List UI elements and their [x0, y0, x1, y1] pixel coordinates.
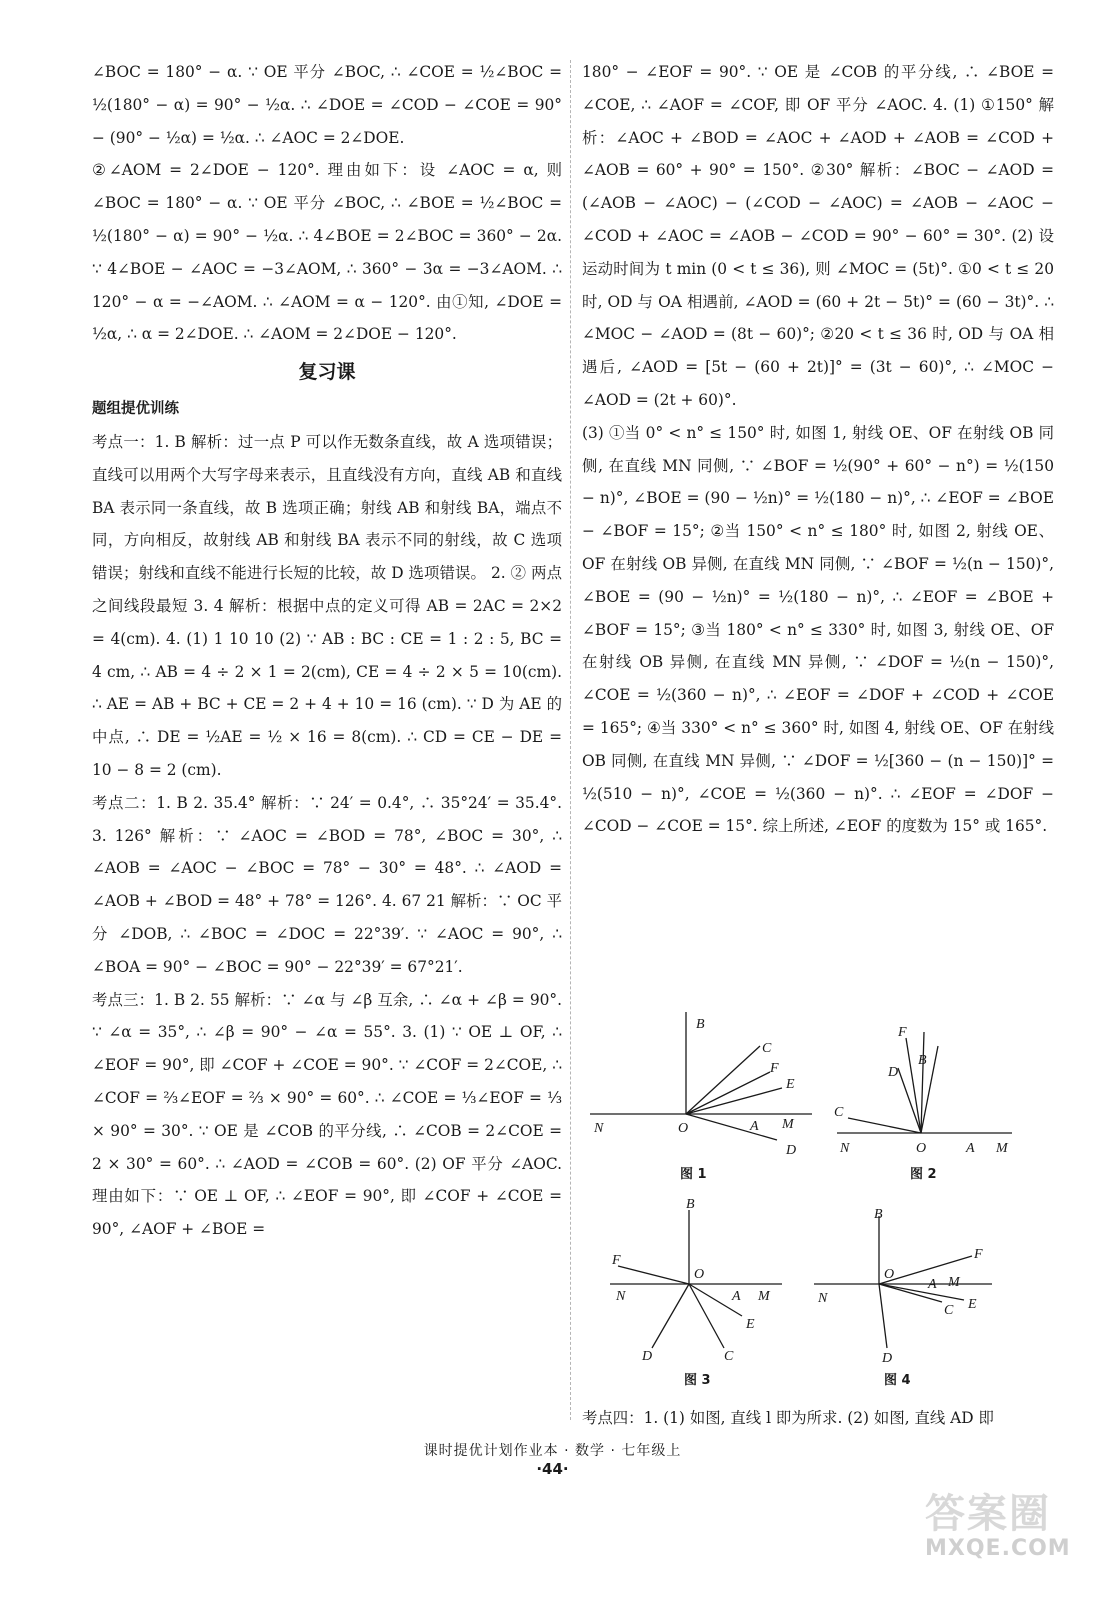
fig4-label-f: F [974, 1247, 983, 1262]
fig2-label-m: M [996, 1141, 1008, 1156]
fig4-ray-od [879, 1284, 887, 1348]
fig1-label-b: B [696, 1017, 705, 1032]
fig1-label-d: D [786, 1143, 797, 1158]
fig3-label-f: F [612, 1253, 621, 1268]
fig1-label-a: A [750, 1119, 759, 1134]
fig3-caption: 图 3 [684, 1373, 711, 1388]
fig3-label-d: D [642, 1349, 653, 1364]
figure-4 [814, 1216, 992, 1348]
kaodian-1: 考点一：1. B 解析：过一点 P 可以作无数条直线，故 A 选项错误；直线可以用两个大写字母来表示，且直线没有方向，直线 AB 和直线 BA 表示同一条直线，故 B 选项正确；射线 AB 和射线 BA，端点不同，方向相反，故射线 AB 和射线 BA 表示不同的射线，故 C 选项错误；射线和直线不能进行长短的比较，故 D 选项错误。 2. ② 两点之间线段最短 3. 4 解析：根据中点的定义可得 AB = 2AC = 2×2 = 4(cm). 4. (1) 1 10 10 (2) ∵ AB : BC : CE = 1 : 2 : 5, BC = 4 cm, ∴ AB = 4 ÷ 2 × 1 = 2(cm), CE = 4 ÷ 2 × 5 = 10(cm). ∴ AE = AB + BC + CE = 2 + 4 + 10 = 16 (cm). ∵ D 为 AE 的中点, ∴ DE = ½AE = ½ × 16 = 8(cm). ∴ CD = CE − DE = 10 − 8 = 2 (cm). [92, 432, 562, 779]
left-column [92, 56, 562, 1246]
fig1-label-n: N [594, 1121, 604, 1136]
fig3-ray-of [618, 1266, 689, 1284]
fig2-label-b: B [918, 1053, 927, 1068]
fig1-label-m: M [782, 1117, 794, 1132]
fig3-ray-oc [689, 1284, 724, 1348]
fig1-ray-of [686, 1072, 770, 1114]
fig1-ray-od [686, 1114, 777, 1140]
right-column [582, 56, 1054, 843]
subheading: 题组提优训练 [92, 401, 179, 418]
kaodian-2: 考点二：1. B 2. 35.4° 解析：∵ 24′ = 0.4°, ∴ 35°24′ = 35.4°. 3. 126° 解析：∵ ∠AOC = ∠BOD = 78°, ∠BOC = 30°, ∴ ∠AOB = ∠AOC − ∠BOC = 78° − 30° = 48°. ∴ ∠AOD = ∠AOB + ∠BOD = 48° + 78° = 126°. 4. 67 21 解析：∵ OC 平分 ∠DOB, ∴ ∠BOC = ∠DOC = 22°39′. ∵ ∠AOC = 90°, ∴ ∠BOA = 90° − ∠BOC = 90° − 22°39′ = 67°21′. [92, 793, 562, 976]
fig3-label-n: N [616, 1289, 626, 1304]
kaodian-3: 考点三：1. B 2. 55 解析：∵ ∠α 与 ∠β 互余, ∴ ∠α + ∠β = 90°. ∵ ∠α = 35°, ∴ ∠β = 90° − ∠α = 55°. 3. (1) ∵ OE ⊥ OF, ∴ ∠EOF = 90°, 即 ∠COF + ∠COE = 90°. ∵ ∠COF = 2∠COE, ∴ ∠COF = ⅔∠EOF = ⅔ × 90° = 60°. ∴ ∠COE = ⅓∠EOF = ⅓ × 90° = 30°. ∵ OE 是 ∠COB 的平分线, ∴ ∠COB = 2∠COE = 2 × 30° = 60°. ∴ ∠AOD = ∠COB = 60°. (2) OF 平分 ∠AOC. 理由如下：∵ OE ⊥ OF, ∴ ∠EOF = 90°, 即 ∠COF + ∠COE = 90°, ∠AOF + ∠BOE = [92, 990, 562, 1239]
column-divider [570, 60, 571, 1420]
fig3-label-c: C [724, 1349, 734, 1364]
fig4-label-b: B [874, 1207, 883, 1222]
right-paragraph-1: 180° − ∠EOF = 90°. ∵ OE 是 ∠COB 的平分线, ∴ ∠BOE = ∠COE, ∴ ∠AOF = ∠COF, 即 OF 平分 ∠AOC. 4. (1) ①150° 解析：∠AOC + ∠BOD = ∠AOC + ∠AOD + ∠AOB = ∠COD + ∠AOB = 60° + 90° = 150°. ②30° 解析：∠BOC − ∠AOD = (∠AOB − ∠AOC) − (∠COD − ∠AOC) = ∠AOB − ∠AOC − ∠COD + ∠AOC = ∠AOB − ∠COD = 90° − 60° = 30°. (2) 设运动时间为 t min (0 < t ≤ 36), 则 ∠MOC = (5t)°. ①0 < t ≤ 20 时, OD 与 OA 相遇前, ∠AOD = (60 + 2t − 5t)° = (60 − 3t)°. ∴ ∠MOC − ∠AOD = (8t − 60)°; ②20 < t ≤ 36 时, OD 与 OA 相遇后, ∠AOD = [5t − (60 + 2t)]° = (3t − 60)°, ∴ ∠MOC − ∠AOD = (2t + 60)°. [582, 63, 1054, 409]
watermark [925, 1492, 1075, 1572]
fig3-label-m: M [758, 1289, 770, 1304]
fig2-ray-od [898, 1068, 921, 1133]
fig3-label-e: E [746, 1317, 755, 1332]
kaodian-4-line: 考点四：1. (1) 如图, 直线 l 即为所求. (2) 如图, 直线 AD 即 [582, 1409, 994, 1427]
fig3-label-a: A [732, 1289, 741, 1304]
footer-page-number: ·44· [536, 1460, 569, 1478]
fig4-label-n: N [818, 1291, 828, 1306]
fig1-label-c: C [762, 1041, 772, 1056]
fig1-caption: 图 1 [680, 1167, 707, 1182]
right-paragraph-2: (3) ①当 0° < n° ≤ 150° 时, 如图 1, 射线 OE、OF 在射线 OB 同侧, 在直线 MN 同侧, ∵ ∠BOF = ½(90° + 60° − n°) = ½(150 − n)°, ∠BOE = (90 − ½n)° = ½(180 − n)°, ∴ ∠EOF = ∠BOE − ∠BOF = 15°; ②当 150° < n° ≤ 180° 时, 如图 2, 射线 OE、OF 在射线 OB 异侧, 在直线 MN 同侧, ∵ ∠BOF = ½(n − 150)°, ∠BOE = (90 − ½n)° = ½(180 − n)°, ∴ ∠EOF = ∠BOE + ∠BOF = 15°; ③当 180° < n° ≤ 330° 时, 如图 3, 射线 OE、OF 在射线 OB 异侧, 在直线 MN 异侧, ∵ ∠DOF = ½(n − 150)°, ∠COE = ½(360 − n)°, ∴ ∠EOF = ∠DOF + ∠COD + ∠COE = 165°; ④当 330° < n° ≤ 360° 时, 如图 4, 射线 OE、OF 在射线 OB 同侧, 在直线 MN 异侧, ∵ ∠DOF = ½[360 − (n − 150)]° = ½(510 − n)°, ∠COE = ½(360 − n)°. ∴ ∠EOF = ∠DOF − ∠COD − ∠COE = 15°. 综上所述, ∠EOF 的度数为 15° 或 165°. [582, 423, 1054, 836]
fig2-label-a: A [966, 1141, 975, 1156]
fig4-label-a: A [928, 1277, 937, 1292]
fig3-ray-od [652, 1284, 689, 1348]
page-footer [0, 1440, 1105, 1478]
fig4-label-c: C [944, 1303, 954, 1318]
fig4-caption: 图 4 [884, 1373, 911, 1388]
fig2-label-f: F [898, 1025, 907, 1040]
fig1-label-o: O [678, 1121, 689, 1136]
fig2-caption: 图 2 [910, 1167, 937, 1182]
fig4-label-e: E [968, 1297, 977, 1312]
fig2-label-d: D [888, 1065, 899, 1080]
fig2-label-n: N [840, 1141, 850, 1156]
fig3-label-o: O [694, 1267, 705, 1282]
left-paragraph-1: ∠BOC = 180° − α. ∵ OE 平分 ∠BOC, ∴ ∠COE = ½∠BOC = ½(180° − α) = 90° − ½α. ∴ ∠DOE = ∠COD − ∠COE = 90° − (90° − ½α) = ½α. ∴ ∠AOC = 2∠DOE. [92, 63, 562, 147]
fig4-label-m: M [948, 1275, 960, 1290]
fig4-label-d: D [882, 1351, 893, 1366]
watermark-mark: 答案圈 [925, 1491, 1051, 1537]
fig2-label-o: O [916, 1141, 927, 1156]
fig1-label-e: E [786, 1077, 795, 1092]
section-title: 复习课 [298, 361, 356, 384]
fig3-label-b: B [686, 1197, 695, 1212]
left-paragraph-2: ②∠AOM = 2∠DOE − 120°. 理由如下：设 ∠AOC = α, 则 ∠BOC = 180° − α. ∵ OE 平分 ∠BOC, ∴ ∠BOE = ½∠BOC = ½(180° − α) = 90° − ½α. ∴ 4∠BOE = 2∠BOC = 360° − 2α. ∵ 4∠BOE − ∠AOC = −3∠AOM, ∴ 360° − 3α = −3∠AOM. ∴ 120° − α = −∠AOM. ∴ ∠AOM = α − 120°. 由①知, ∠DOE = ½α, ∴ α = 2∠DOE. ∴ ∠AOM = 2∠DOE − 120°. [92, 161, 562, 344]
fig2-ray-oc [848, 1118, 921, 1133]
fig1-label-f: F [770, 1061, 779, 1076]
figure-2 [837, 1032, 1012, 1133]
footer-book-title: 课时提优计划作业本 · 数学 · 七年级上 [423, 1443, 682, 1459]
fig4-label-o: O [884, 1267, 895, 1282]
fig2-label-c: C [834, 1105, 844, 1120]
figures [582, 1012, 1054, 1392]
watermark-site: MXQE.COM [925, 1536, 1071, 1561]
